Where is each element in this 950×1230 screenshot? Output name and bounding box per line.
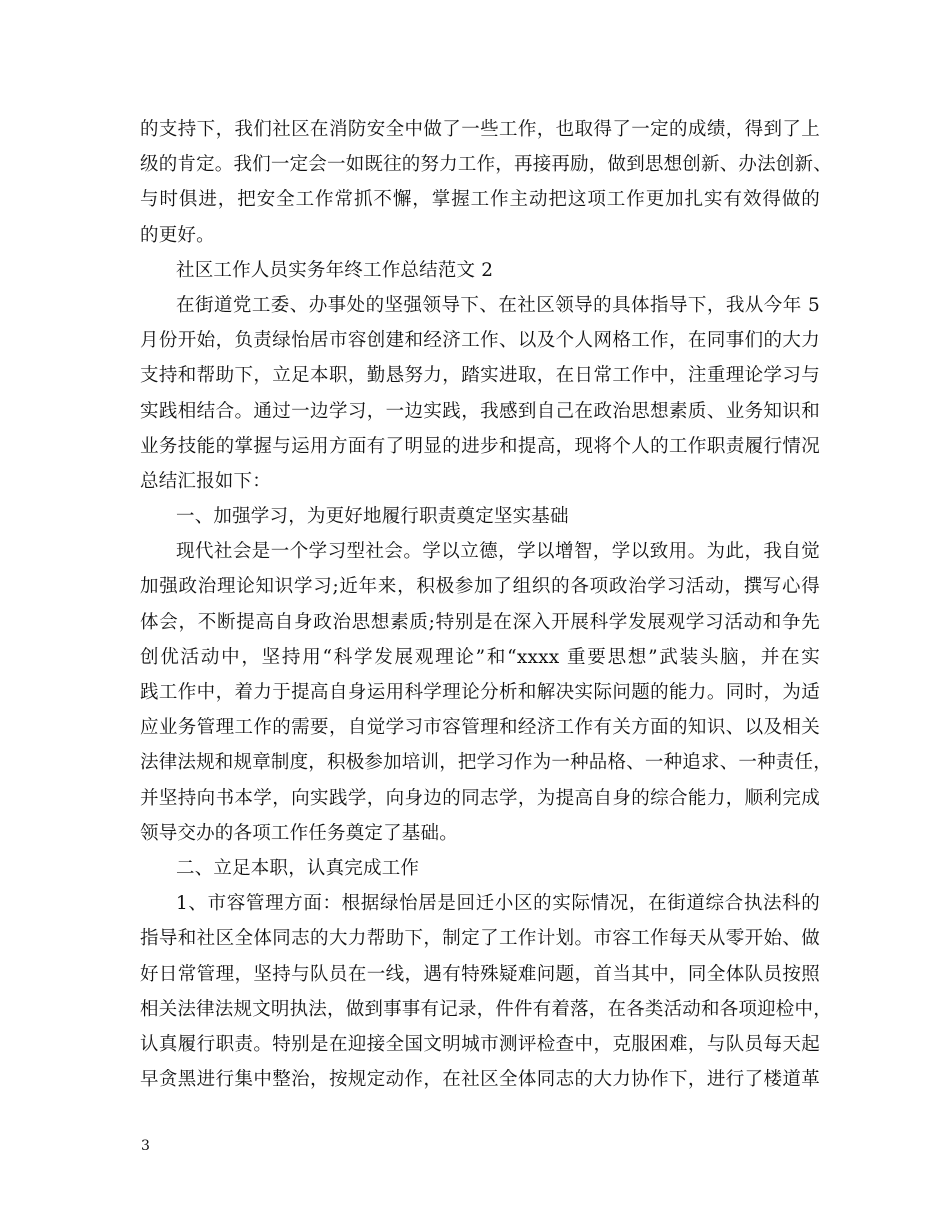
text-line: 指导和社区全体同志的大力帮助下，制定了工作计划。市容工作每天从零开始、做 [140, 928, 820, 950]
text-line: 创优活动中，坚持用“科学发展观理论”和“xxxx 重要思想”武装头脑，并在实 [140, 646, 820, 668]
text-line: 认真履行职责。特别是在迎接全国文明城市测评检查中，克服困难，与队员每天起 [140, 1033, 820, 1055]
text-line: 应业务管理工作的需要，自觉学习市容管理和经济工作有关方面的知识、以及相关 [140, 717, 820, 739]
text-line: 月份开始，负责绿怡居市容创建和经济工作、以及个人网格工作，在同事们的大力 [140, 330, 820, 352]
text-line: 1、市容管理方面：根据绿怡居是回迁小区的实际情况，在街道综合执法科的 [176, 893, 820, 915]
text-line: 法律法规和规章制度，积极参加培训，把学习作为一种品格、一种追求、一种责任， [140, 752, 832, 774]
text-line: 并坚持向书本学，向实践学，向身边的同志学，为提高自身的综合能力，顺利完成 [140, 787, 820, 809]
text-line: 与时俱进，把安全工作常抓不懈，掌握工作主动把这项工作更加扎实有效得做的 [140, 189, 820, 211]
text-line: 领导交办的各项工作任务奠定了基础。 [140, 822, 458, 844]
body-text [140, 112, 832, 1097]
text-line: 好日常管理，坚持与队员在一线，遇有特殊疑难问题，首当其中，同全体队员按照 [140, 963, 820, 985]
text-line: 在街道党工委、办事处的坚强领导下、在社区领导的具体指导下，我从今年 5 [176, 294, 820, 316]
text-line: 的更好。 [140, 224, 215, 246]
text-line: 早贪黑进行集中整治，按规定动作，在社区全体同志的大力协作下，进行了楼道革 [140, 1069, 820, 1091]
text-line: 总结汇报如下： [140, 470, 271, 492]
text-line: 加强政治理论知识学习;近年来，积极参加了组织的各项政治学习活动，撰写心得 [140, 576, 820, 598]
text-line: 现代社会是一个学习型社会。学以立德，学以增智，学以致用。为此，我自觉 [176, 541, 820, 563]
page-number: 3 [141, 1138, 150, 1154]
text-line: 的支持下，我们社区在消防安全中做了一些工作，也取得了一定的成绩，得到了上 [140, 119, 820, 140]
text-line: 实践相结合。通过一边学习，一边实践，我感到自己在政治思想素质、业务知识和 [140, 400, 820, 422]
text-line: 一、加强学习，为更好地履行职责奠定坚实基础 [176, 506, 569, 528]
text-line: 支持和帮助下，立足本职，勤恳努力，踏实进取，在日常工作中，注重理论学习与 [140, 365, 820, 387]
text-line: 体会，不断提高自身政治思想素质;特别是在深入开展科学发展观学习活动和争先 [140, 611, 820, 633]
text-line: 相关法律法规文明执法，做到事事有记录，件件有着落，在各类活动和各项迎检中， [140, 998, 832, 1020]
text-line: 社区工作人员实务年终工作总结范文 2 [176, 259, 494, 281]
text-line: 业务技能的掌握与运用方面有了明显的进步和提高，现将个人的工作职责履行情况 [140, 435, 820, 457]
text-line: 级的肯定。我们一定会一如既往的努力工作，再接再励，做到思想创新、办法创新、 [140, 154, 832, 176]
text-line: 二、立足本职，认真完成工作 [176, 857, 420, 879]
text-line: 践工作中，着力于提高自身运用科学理论分析和解决实际问题的能力。同时，为适 [140, 682, 820, 703]
